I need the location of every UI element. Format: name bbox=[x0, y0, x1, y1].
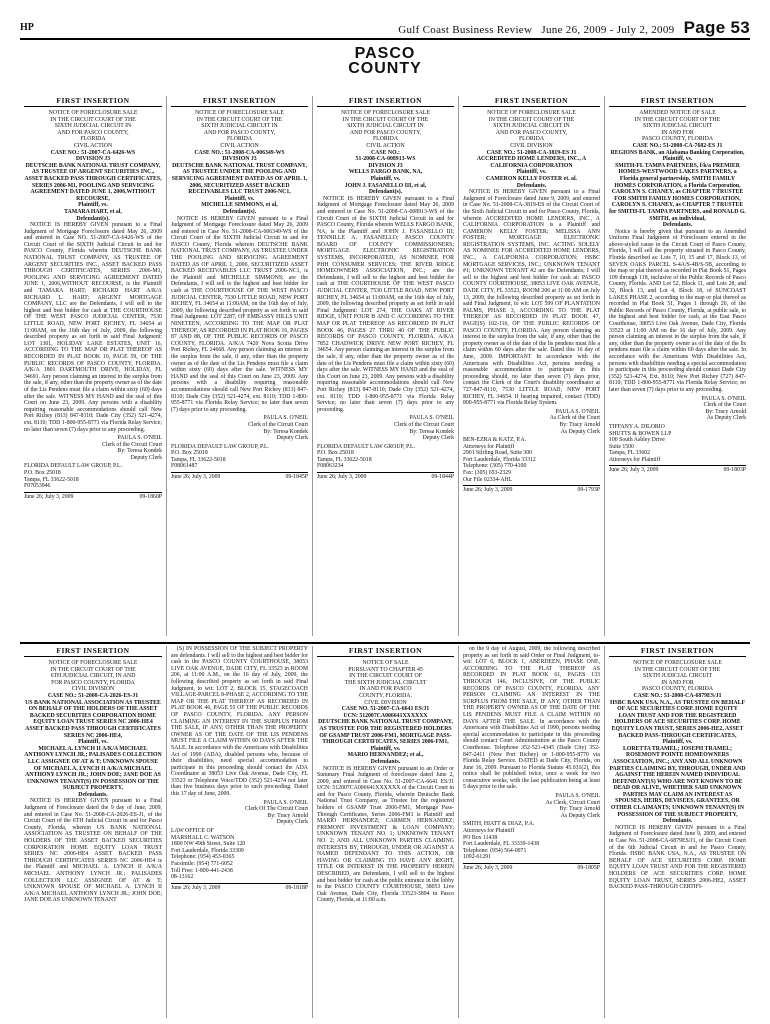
attorney-block: SMITH, HIATT & DIAZ, P.A. Attorneys for Plaintiff PO Box 11438 Fort Lauderdale, FL 33339-1438 Telephone: (954) 564-0071 1092-61291 bbox=[463, 821, 540, 861]
legal-notice bbox=[609, 110, 746, 626]
notice-id: 09-1805P bbox=[577, 865, 600, 871]
masthead bbox=[398, 18, 750, 38]
notice-column bbox=[312, 96, 458, 636]
notice-column bbox=[604, 646, 750, 1018]
legal-notice bbox=[171, 110, 308, 626]
notice-id: 09-1793P bbox=[577, 487, 600, 494]
insertion-label: FIRST INSERTION bbox=[317, 646, 454, 657]
case-caption: CASE NO. 51-2007-CA-6641 ES/J1 UCN: 512007CA006641XXXXXX DEUTSCHE BANK NATIONAL TRUST COMPANY, AS TRUSTEE FOR THE REGISTERED HOLDERS OF GSAMP TRUST 2006-FM1, MORTGAGE PASS-THROUGH CERTIFICATES, SERIES 2006-FM1, Plaintiff, vs. MARIO HERNANDEZ; et al., Defendants. bbox=[318, 706, 453, 765]
notice-column bbox=[166, 96, 312, 636]
clerk-signature: PAULA S. O'NEIL Clerk Of The Circuit Court By: Tracy Arnold Deputy Clerk bbox=[244, 799, 308, 826]
notice-body: NOTICE IS HEREBY GIVEN pursuant to an Order or Summary Final Judgment of foreclosure dated June 2, 2009, and entered in Case No. 51-2007-CA-6641 ES/J1 UCN: 512007CA006641XXXXXX of the Circuit Court in and for Pasco County, Florida, wherein Deutsche Bank National Trust Company, as Trustee for the registered holders of GSAMP Trust 2006-FM1, Mortgage Pass-Through Certificates, Series 2006-FM1 is Plaintiff and MARIO HERNANDEZ; CARMEN HERNANDEZ; FREMONT INVESTMENT & LOAN COMPANY; UNKNOWN TENANT NO. 1; UNKNOWN TENANT NO. 2; AND ALL UNKNOWN PARTIES CLAIMING INTERESTS BY, THROUGH, UNDER OR AGAINST A NAMED DEFENDANT TO THIS ACTION, OR HAVING OR CLAIMING TO HAVE ANY RIGHT, TITLE OR INTEREST IN THE PROPERTY HEREIN DESCRIBED, are Defendants, I will sell to the highest and best bidder for cash at the public entrance in the lobby to the PASCO COUNTY COURTHOUSE, 38053 Live Oak Avenue, Dade City, Florida 33523-3894 in Pasco County, Florida, at 11:00 a.m. bbox=[317, 765, 454, 904]
case-caption: CASE NO.: 51-2008-CA-006349-WS DIVISION J3 DEUTSCHE BANK NATIONAL TRUST COMPANY, AS TRUSTEE UNDER THE POOLING AND SERVICING AGREEMENT DATED AS OF APRIL 1, 2006, SECURITIZED ASSET BACKED RECEIVABLES LLC TRUST 2006-NC1, Plaintiff, vs. MICHELLE SIMMONS, et al, Defendant(s). bbox=[171, 149, 308, 215]
notice-heading: NOTICE OF FORECLOSURE SALE IN THE CIRCUIT COURT OF THE SIXTH JUDICIAL CIRCUIT IN AND FOR PASCO COUNTY, FLORIDA CIVIL ACTION bbox=[48, 110, 138, 149]
notice-body: NOTICE IS HEREBY GIVEN pursuant to a Final Judgment of Foreclosure dated June 9, 2009, and entered in Case No. 51-2008-CA-3819-ES of the Circuit Court of the Sixth Judicial Circuit in and for Pasco County, Florida, wherein ACCREDITED HOME LENDERS, INC., A CALIFORNIA CORPORATION is a Plaintiff and CAMERON KELLY FOSTER; MELISSA ANN FOSTER; MORTGAGE ELECTRONIC REGISTRATION SYSTEMS, INC. ACTING SOLELY AS NOMINEE FOR ACCREDITED HOME LENDERS, INC., A CALIFORNIA CORPORATION; HSBC MORTGAGE SERVICES, INC.; UNKNOWN TENANT #1; UNKNOWN TENANT #2 are the Defendants; I will sell to the highest and best bidder for cash at: PASCO COUNTY COURTHOUSE, 38053 LIVE OAK AVENUE, DADE CITY, FL 33523, ROOM 206 at 11:00 AM on July 13, 2009, the following described property as set forth in said Final Judgment, to wit: LOT 599 OF PLANTATION PALMS, PHASE 3, ACCORDING TO THE PLAT THEREOF AS RECORDED IN PLAT BOOK 47, PAGE(S) 102-116, OF THE PUBLIC RECORDS OF PASCO COUNTY, FLORIDA. Any person claiming an interest in the surplus from the sale, if any, other than the property owner as of the date of the lis pendens must file a claim within 60 days after the sale. Dated this 16 day of June, 2009. IMPORTANT In accordance with the Americans with Disabilities Act, persons needing a reasonable accommodation to participate in this proceeding should, no later than seven (7) days prior, contact the Clerk of the Court's disability coordinator at 727-847-8110, 7530 LITTLE ROAD, NEW PORT RICHEY, FL 34654. If hearing impaired, contact (TDD) 800-955-8771 via Florida Relay System. bbox=[463, 189, 600, 407]
row-separator bbox=[20, 642, 750, 644]
notice-body: NOTICE IS HEREBY GIVEN pursuant to a Final Judgment of Foreclosure dated the 9 day of June, 2009, and entered in Case No. 51-2008-CA-2026-ES-J1, of the Circuit Court of the 6TH Judicial Circuit in and for Pasco County, Florida, wherein US BANK NATIONAL ASSOCIATION AS TRUSTEE ON BEHALF OF THE HOLDERS OF THE ASSET BACKED SECURITIES CORPORATION HOME EQUITY LOAN TRUST SERIES NC 2006-HE4 ASSET BACKED PASS THROUGH CERTIFICATES SERIES NC 2006-HE4 is the Plaintiff and MICHAEL A. LYNCH II A/K/A MICHAEL ANTHONY LYNCH JR.; PALISADES COLLECTION LLC ASSIGNEE OF AT & T; UNKNOWN SPOUSE OF MICHAEL A. LYNCH II A/K/A MICHAEL ANTHONY LYNCH JR.; JOHN DOE; JANE DOE AS UNKNOWN TENANT bbox=[24, 798, 162, 904]
publication-dates: June 26; July 3, 2009 bbox=[171, 474, 221, 481]
legal-notice bbox=[317, 660, 454, 1008]
notice-heading: NOTICE OF FORECLOSURE SALE IN THE CIRCUIT COURT OF THE SIXTH JUDICIAL CIRCUIT IN AND FOR PASCO COUNTY, FLORIDA CIVIL DIVISION bbox=[487, 110, 576, 149]
case-caption: CASE NO.: 51-2008-CA-6879ES/J1 HSBC BANK USA, N.A., AS TRUSTEE ON BEHALF OF ACE SECURITIES CORP. HOME EQUITY LOAN TRUST AND FOR THE REGISTERED HOLDERS OF ACE SECURITIES CORP. HOME EQUITY LOAN TRUST, SERIES 2006-HE2, ASSET BACKED PASS-THROUGH CERTIFICATES, Plaintiff, vs. LORETTA TRAMEL; JOSEPH TRAMEL; ROSEMONT POINTE HOMEOWNERS ASSOCIATION, INC.; ANY AND ALL UNKNOWN PARTIES CLAIMING BY, THROUGH, UNDER AND AGAINST THE HEREIN NAMED INDIVIDUAL DEFENDANT(S) WHO ARE NOT KNOWN TO BE DEAD OR ALIVE, WHETHER SAID UNKNOWN PARTIES MAY CLAIM AN INTEREST AS SPOUSES, HEIRS, DEVISEES, GRANTEES, OR OTHER CLAIMANTS; UNKNOWN TENANT(S) IN POSSESSION OF THE SUBJECT PROPERTY, Defendants. bbox=[609, 692, 746, 825]
issue-dates: June 26, 2009 - July 2, 2009 bbox=[541, 24, 675, 36]
publication-dates: June 26; July 3, 2009 bbox=[463, 487, 513, 494]
publication-footer bbox=[171, 883, 308, 892]
publication-dates: June 26; July 3, 2009 bbox=[463, 865, 513, 871]
notice-heading: NOTICE OF SALE PURSUANT TO CHAPTER 45 IN THE CIRCUIT COURT OF THE SIXTH JUDICIAL CIRCUIT IN AND FOR PASCO COUNTY, FLORIDA. CIVIL DIVISION bbox=[344, 660, 427, 706]
attorney-block: TIFFANY A. DILORIO SHUTTS & BOWEN LLP 100 South Ashley Drive Suite 1500 Tampa, FL 33602 Attorneys for Plaintiff bbox=[609, 423, 672, 463]
notice-column bbox=[458, 96, 604, 636]
notice-id: 09-1818P bbox=[285, 884, 308, 891]
notice-id: 09-1844P bbox=[431, 474, 454, 481]
publication-footer bbox=[317, 472, 454, 481]
insertion-label: FIRST INSERTION bbox=[609, 96, 746, 107]
page-number: Page 53 bbox=[683, 18, 750, 37]
clerk-signature: PAULA S. O'NEIL Clerk of the Court By: Tracy Arnold As Deputy Clerk bbox=[701, 395, 746, 422]
publication-footer bbox=[171, 472, 308, 481]
notice-column bbox=[20, 646, 166, 1018]
notice-column bbox=[458, 646, 604, 1018]
attorney-block: LAW OFFICE OF MARSHALL C. WATSON 1800 NW 49th Street, Suite 120 Fort Lauderdale, Florida 33309 Telephone: (954) 453-0365 Facsimile: (954) 771-6052 Toll Free: 1-800-441-2438 08-13162 bbox=[171, 828, 246, 881]
case-caption: CASE NO.: 51-2007-CA-6426-WS DIVISION J3 DEUTSCHE BANK NATIONAL TRUST COMPANY, AS TRUSTEE OF ARGENT SECURITIES INC., ASSET BACKED PASS THROUGH CERTIFICATES, SERIES 2006-M1, POOLING AND SERVICING AGREEMENT DATED JUNE 1, 2006,WITHOUT RECOURSE, Plaintiff, vs. TAMARA HART, et al, Defendant(s). bbox=[24, 149, 162, 222]
page-header-left: HP bbox=[20, 22, 34, 33]
publication-dates: June 26; July 3, 2009 bbox=[171, 884, 221, 891]
notice-column bbox=[312, 646, 458, 1018]
notice-heading: NOTICE OF FORECLOSURE SALE IN THE CIRCUIT COURT OF THE SIXTH JUDICIAL CIRCUIT IN AND FOR PASCO COUNTY, FLORIDA CIVIL ACTION bbox=[341, 110, 430, 149]
notice-column bbox=[20, 96, 166, 636]
publication-dates: June 26; July 3, 2009 bbox=[317, 474, 367, 481]
notice-body: NOTICE IS HEREBY GIVEN pursuant to a Final Judgment of Mortgage Foreclosure dated May 26, 2009 and entered in Case NO. 51-2007-CA-6426-WS of the Circuit Court of the SIXTH Judicial Circuit in and for PASCO County, Florida wherein DEUTSCHE BANK NATIONAL TRUST COMPANY, AS TRUSTEE OF ARGENT SECURITIES INC., ASSET BACKED PASS THROUGH CERTIFICATES, SERIES 2006-M1, POOLING AND SERVICING AGREEMENT DATED JUNE 1, 2006,WITHOUT RECOURSE, is the Plaintiff and TAMARA HART; RICHARD HART A/K/A RICHARD L. HART; ARGENT MORTGAGE COMPANY, LLC are the Defendants, I will sell to the highest and best bidder for cash at THE COURTHOUSE OF THE WEST PASCO JUDICIAL CENTER, 7530 LITTLE ROAD, NEW PORT RICHEY, FL 34654 at 11:00AM, on the 16th day of July, 2009, the following described property as set forth in said Final Judgment: LOT 1301, HOLIDAY LAKE ESTATES, UNIT 16, ACCORDING TO THE MAP OR PLAT THEREOF AS RECORDED IN PLAT BOOK 10, PAGE 59, OF THE PUBLIC RECORDS OF PASCO COUNTY, FLORIDA. A/K/A 1801 DARTMOUTH DRIVE, HOLIDAY, FL 34691. Any person claiming an interest in the surplus from the sale, if any, other than the property owner as of the date of the Lis Pendens must file a claim within sixty (60) days after the sale. WITNESS MY HAND and the seal of this Court on June 23, 2009. Any persons with a disability requiring reasonable accommodations should call New Port Richey (813) 847-8110; Dade City (352) 521-4274, ext. 8110; TDD 1-800-955-8771 via Florida Relay Service; no later than seven (7) days prior to any proceeding. bbox=[24, 222, 162, 433]
clerk-signature: PAULA S. O'NEIL Clerk of the Circuit Court By: Teresa Kondek Deputy Clerk bbox=[248, 415, 308, 442]
publication-dates: June 26; July 3, 2009 bbox=[24, 493, 74, 500]
publication-dates: June 26; July 3, 2009 bbox=[609, 467, 659, 474]
notice-id: 09-1860P bbox=[139, 493, 162, 500]
clerk-signature: PAULA S. O'NEIL As Clerk of the Court By: Tracy Arnold As Deputy Clerk bbox=[549, 408, 600, 435]
notice-body: Notice is hereby given that pursuant to an Amended Uniform Final Judgment of Foreclosure entered in the above-styled cause in the Circuit Court of Pasco County, Florida, I will sell the property situated in Pasco County, Florida described as: Lots 7, 10, 15 and 17, Block 13, of SEVEN OAKS PARCEL S-4A/S-4B/S-5B, according to the map or plat thereof as recorded in Plat Book 51, Pages 109 through 118, inclusive of the Public Records of Pasco County, Florida. AND Lot 52, Block 11, and Lots 28, and 32, Block 13, and Lot 4, Block 18, of SUNCOAST LAKES PHASE 2, according to the map or plat thereof as recorded in Plat Book 51, Pages 1 through 26, of the Public Records of Pasco County, Florida, at public sale, to the highest and best bidder for cash, at the East Pasco Courthouse, 38053 Live Oak Avenue, Dade City, Florida 33523 at 11:00 AM on the 16 day of July, 2009. Any person claiming an interest in the surplus from the sale, if any, other than the property owner as of the date of the lis pendens must file a claim within 60 days after the sale. In accordance with the Americans With Disabilities Act, persons with disabilities needing a special accommodation to participate in this proceeding should contact Dade City (352) 521-4274, Ext. 8110; New Port Richey (727) 847-8110; TDD 1-800-955-8771 via Florida Relay Service; no later than seven (7) days prior to any proceeding. bbox=[609, 228, 746, 393]
notice-heading: AMENDED NOTICE OF SALE IN THE CIRCUIT COURT OF THE SIXTH JUDICIAL CIRCUIT IN AND FOR PASCO COUNTY, FLORIDA bbox=[634, 110, 721, 143]
insertion-label: FIRST INSERTION bbox=[24, 646, 162, 657]
notice-id: 09-1803P bbox=[723, 467, 746, 474]
notice-body: NOTICE IS HEREBY GIVEN pursuant to a Final Judgment of Mortgage Foreclosure dated May 26, 2009 and entered in Case No. 51-2008-CA-006349-WS of the Circuit Court of the SIXTH Judicial Circuit in and for PASCO County, Florida wherein DEUTSCHE BANK NATIONAL TRUST COMPANY, AS TRUSTEE UNDER THE POOLING AND SERVICING AGREEMENT DATED AS OF APRIL 1, 2006, SECURITIZED ASSET BACKED RECEIVABLES LLC TRUST 2006-NC1, is the Plaintiff and MICHELLE SIMMONS; are the Defendants, I will sell to the highest and best bidder for cash at THE COURTHOUSE OF THE WEST PASCO JUDICIAL CENTER, 7530 LITTLE ROAD, NEW PORT RICHEY, FL 34654 at 11:00AM, on the 16th day of July, 2009, the following described property as set forth in said Final Judgment: LOT 2287, OF EMBASSY HILLS UNIT NINETEEN, ACCORDING TO THE MAP OR PLAT THEREOF, AS RECORDED IN PLAT BOOK 16, PAGES 87 AND 88, OF THE PUBLIC RECORDS OF PASCO COUNTY, FLORIDA. A/K/A 7420 Nova Scotia Drive Port Richey, FL 34668. Any person claiming an interest in the surplus from the sale, if any, other than the property owner as of the date of the Lis Pendens must file a claim within sixty (60) days after the sale. WITNESS MY HAND and the seal of this Court on June 23, 2009. Any persons with a disability requiring reasonable accommodations should call New Port Richey (813) 847-8110; Dade City (352) 521-4274, ext. 8110; TDD 1-800-955-8771 via Florida Relay Service; no later than seven (7) days prior to any proceeding. bbox=[171, 215, 308, 413]
publication-footer bbox=[609, 465, 746, 474]
notice-column bbox=[166, 646, 312, 1018]
attorney-block: FLORIDA DEFAULT LAW GROUP, P.L. P.O. Box 25018 Tampa, FL 33622-5018 F07053946 bbox=[24, 463, 123, 490]
notice-heading: NOTICE OF FORECLOSURE SALE IN THE CIRCUIT COURT OF THE SIXTH JUDICIAL CIRCUIT IN AND FOR PASCO COUNTY, FLORIDA bbox=[633, 660, 722, 693]
insertion-label: FIRST INSERTION bbox=[609, 646, 746, 657]
clerk-signature: PAULA S. O'NEIL As Clerk, Circuit Court By: Tracy Arnold As Deputy Clerk bbox=[545, 793, 600, 819]
insertion-label: FIRST INSERTION bbox=[317, 96, 454, 107]
publication-footer bbox=[24, 492, 162, 501]
case-caption: CASE NO.: 51-2008-CA-008913-WS DIVISION J3 WELLS FARGO BANK, NA, Plaintiff, vs. JOHN J. FASANELLO III, et al, Defendant(s). bbox=[344, 149, 427, 196]
publication-name: Gulf Coast Business Review bbox=[398, 24, 533, 36]
legal-notice bbox=[317, 110, 454, 626]
page-header bbox=[20, 18, 750, 40]
notice-body: (S) IN POSSESSION OF THE SUBJECT PROPERTY are defendants. I will sell to the highest and best bidder for cash in the PASCO COUNTY COURTHOUSE, 38053 LIVE OAK AVENUE, DADE CITY, FL 33523 in ROOM 206, at 11:00 A.M., on the 16 day of July, 2009, the following described property as set forth in said Final Judgment, to wit: LOT 2, BLOCK 15, STAGECOACH VILLAGE-PARCEL 8-PHASE 2, ACCORDING TO THE MAP OR THE PLAT THEREOF AS RECORDED IN PLAT BOOK 46, PAGE 55 OF THE PUBLIC RECORDS OF PASCO COUNTY, FLORIDA. ANY PERSON CLAIMING AN INTEREST IN THE SURPLUS FROM THE SALE, IF ANY, OTHER THAN THE PROPERTY OWNER AS OF THE DATE OF THE LIS PENDENS MUST FILE A CLAIM WITHIN 60 DAYS AFTER THE SALE. In accordance with the Americans with Disabilities Act of 1990 (ADA), disabled persons who, because of their disabilities, need special accommodation to participate in this proceeding should contact the ADA Coordinator at 38053 Live Oak Avenue, Dade City, FL 33523 or Telephone Voice/TDD (352) 521-4274 not later than five business days prior to such proceeding. Dated this 17 day of June, 2009. bbox=[171, 646, 308, 798]
legal-notice bbox=[609, 660, 746, 1008]
notice-body: NOTICE IS HEREBY GIVEN pursuant to a Final Judgment of Foreclosure dated June 9, 2009, and entered in Case No. 51-2008-CA-6879ES/J1, of the Circuit Court of the 6th Judicial Circuit in and for Pasco County, Florida. HSBC BANK USA, N.A., AS TRUSTEE ON BEHALF OF ACE SECURITIES CORP. HOME EQUITY LOAN TRUST AND FOR THE REGISTERED HOLDERS OF ACE SECURITIES CORP. HOME EQUITY LOAN TRUST, SERIES 2006-HE2, ASSET BACKED PASS-THROUGH CERTIFI- bbox=[609, 824, 746, 891]
legal-notice bbox=[463, 110, 600, 626]
notice-row bbox=[20, 96, 750, 636]
notice-heading: NOTICE OF FORECLOSURE SALE IN THE CIRCUIT COURT OF THE 6TH JUDICIAL CIRCUIT, IN AND FOR PASCO COUNTY, FLORIDA CIVIL DIVISION bbox=[48, 660, 138, 693]
legal-notice bbox=[463, 646, 600, 1004]
case-caption: CASE NO.: 51-2008-CA-2026-ES-J1 US BANK NATIONAL ASSOCIATION AS TRUSTEE ON BEHALF OF THE HOLDERS OF THE ASSET BACKED SECURITIES CORPORATION HOME EQUITY LOAN TRUST SERIES NC 2006-HE4 ASSET BACKED PASS THROUGH CERTIFICATES SERIES NC 2006-HE4, Plaintiff, vs. MICHAEL A. LYNCH II A/K/A MICHAEL ANTHONY LYNCH JR.; PALISADES COLLECTION LLC ASSIGNEE OF AT & T; UNKNOWN SPOUSE OF MICHAEL A. LYNCH II A/K/A MICHAEL ANTHONY LYNCH JR.; JOHN DOE; JANE DOE AS UNKNOWN TENANT(S) IN POSSESSION OF THE SUBJECT PROPERTY, Defendants. bbox=[24, 692, 162, 798]
notice-body: NOTICE IS HEREBY GIVEN pursuant to a Final Judgment of Mortgage Foreclosure dated May 26, 2009 and entered in Case No. 51-2008-CA-008913-WS of the Circuit Court of the SIXTH Judicial Circuit in and for PASCO County, Florida wherein WELLS FARGO BANK, NA, is the Plaintiff and JOHN J. FASANELLO III; TENNILLE A. FASANELLO; PASCO COUNTY BOARD OF COUNTY COMMISSIONERS; MORTGAGE ELECTRONIC REGISTRATION SYSTEMS, INCORPORATED, AS NOMINEE FOR PHH CONSUMER SERVICES; THE RIVER RIDGE HOMEOWNERS ASSOCIATION, INC.; are the Defendants, I will sell to the highest and best bidder for cash at THE COURTHOUSE OF THE WEST PASCO JUDICIAL CENTER, 7530 LITTLE ROAD, NEW PORT RICHEY, FL 34654 at 11:00AM, on the 16th day of July, 2009, the following described property as set forth in said Final Judgment: LOT 274, THE OAKS AT RIVER RIDGE, UNIT FOUR B AND C ACCORDING TO THE MAP OR PLAT THEREOF AS RECORDED IN PLAT BOOK 46, PAGES 27 THRU 40 OF THE PUBLIC RECORDS OF PASCO COUNTY, FLORIDA. A/K/A 7852 CHADWICK DRIVE NEW PORT RICHEY, FL 34654. Any person claiming an interest in the surplus from the sale, if any, other than the property owner as of the date of the Lis Pendens must file a claim within sixty (60) days after the sale. WITNESS MY HAND and the seal of this Court on June 23, 2009. Any persons with a disability requiring reasonable accommodations should call New Port Richey (813) 847-8110; Dade City (352) 521-4274, ext. 8110; TDD 1-800-955-8771 via Florida Relay Service; no later than seven (7) days prior to any proceeding. bbox=[317, 195, 454, 413]
insertion-label: FIRST INSERTION bbox=[24, 96, 162, 107]
notice-id: 09-1845P bbox=[285, 474, 308, 481]
attorney-block: FLORIDA DEFAULT LAW GROUP, P.L. P.O. Box 25018 Tampa, FL 33622-5018 F08061487 bbox=[171, 443, 270, 470]
case-caption: CASE NO.: 51-2008-CA-7682-ES J1 REGIONS BANK, an Alabama Banking Corporation, Plaintiff, vs. SMITH-FL TAMPA PARTNERS, f/k/a PREMIER HOMES-WESTWOOD LAKES PARTNERS, a Florida general partnership, SMITH FAMILY HOMES CORPORATION, a Florida Corporation, CAROLYN S. CHANEY, as CHAPTER 7 TRUSTEE FOR SMITH FAMILY HOMES CORPORATION, CAROLYN S. CHANEY, as CHAPTER 7 TRUSTEE for SMITH-FL TAMPA PARTNERS, and RONALD G. SMITH, an individual, Defendants. bbox=[609, 142, 746, 229]
attorney-block: FLORIDA DEFAULT LAW GROUP, P.L. P.O. Box 25018 Tampa, FL 33622-5018 F08063234 bbox=[317, 443, 416, 470]
section-title: PASCO COUNTY bbox=[348, 45, 422, 77]
publication-footer bbox=[463, 485, 600, 494]
publication-footer bbox=[463, 863, 600, 872]
legal-notice bbox=[24, 660, 162, 1008]
notice-row bbox=[20, 646, 750, 1018]
attorney-block: BEN-EZRA & KATZ, P.A. Attorneys for Plaintiff 2901 Stirling Road, Suite 300 Fort Lauderdale, Florida 33312 Telephone: (305) 770-4100 Fax: (305) 653-2329 Our File 02334-AHL bbox=[463, 437, 536, 483]
insertion-label: FIRST INSERTION bbox=[463, 96, 600, 107]
notice-heading: NOTICE OF FORECLOSURE SALE IN THE CIRCUIT COURT OF THE SIXTH JUDICIAL CIRCUIT IN AND FOR PASCO COUNTY, FLORIDA CIVIL ACTION bbox=[195, 110, 284, 149]
legal-notice bbox=[24, 110, 162, 626]
clerk-signature: PAULA S. O'NEIL Clerk of the Circuit Court By: Teresa Kondek Deputy Clerk bbox=[394, 415, 454, 442]
notice-column bbox=[604, 96, 750, 636]
case-caption: CASE NO.: 51-2008-CA-3819-ES J1 ACCREDITED HOME LENDERS, INC., A CALIFORNIA CORPORATION Plaintiff, vs. CAMERON KELLY FOSTER et. al. Defendants. bbox=[476, 149, 587, 189]
notice-body: on the 9 day of August, 2009, the following described property as set forth in said Order or Final Judgment, to-wit: LOT 6, BLOCK 1, ABERDEEN, PHASE ONE, ACCORDING TO THE PLAT THEREOF AS RECORDED IN PLAT BOOK 61, PAGES 133 THROUGH 146, INCLUSIVE, OF THE PUBLIC RECORDS OF PASCO COUNTY, FLORIDA. ANY PERSON CLAIMING AN INTEREST IN THE SURPLUS FROM THE SALE, IF ANY, OTHER THAN THE PROPERTY OWNER AS OF THE DATE OF THE LIS PENDENS MUST FILE A CLAIM WITHIN 60 DAYS AFTER THE SALE. In accordance with the Americans with Disabilities Act of 1990, persons needing special accommodation to participate in this proceeding should contact Court Administration at the Pasco County Courthouse. Telephone 352-521-4345 (Dade City) 352-847-2411 (New Port Richey) or 1-800-955-8770 via Florida Relay Service. DATED at Dade City, Florida, on June 16, 2009. Pursuant to Florida Statute 45.031(2), this notice shall be published twice, once a week for two consecutive weeks, with the last publication being at least 5 days prior to the sale. bbox=[463, 646, 600, 791]
legal-notice bbox=[171, 646, 308, 1004]
clerk-signature: PAULA S. O'NEIL Clerk of the Circuit Court By: Teresa Kondek Deputy Clerk bbox=[102, 435, 162, 461]
insertion-label: FIRST INSERTION bbox=[171, 96, 308, 107]
